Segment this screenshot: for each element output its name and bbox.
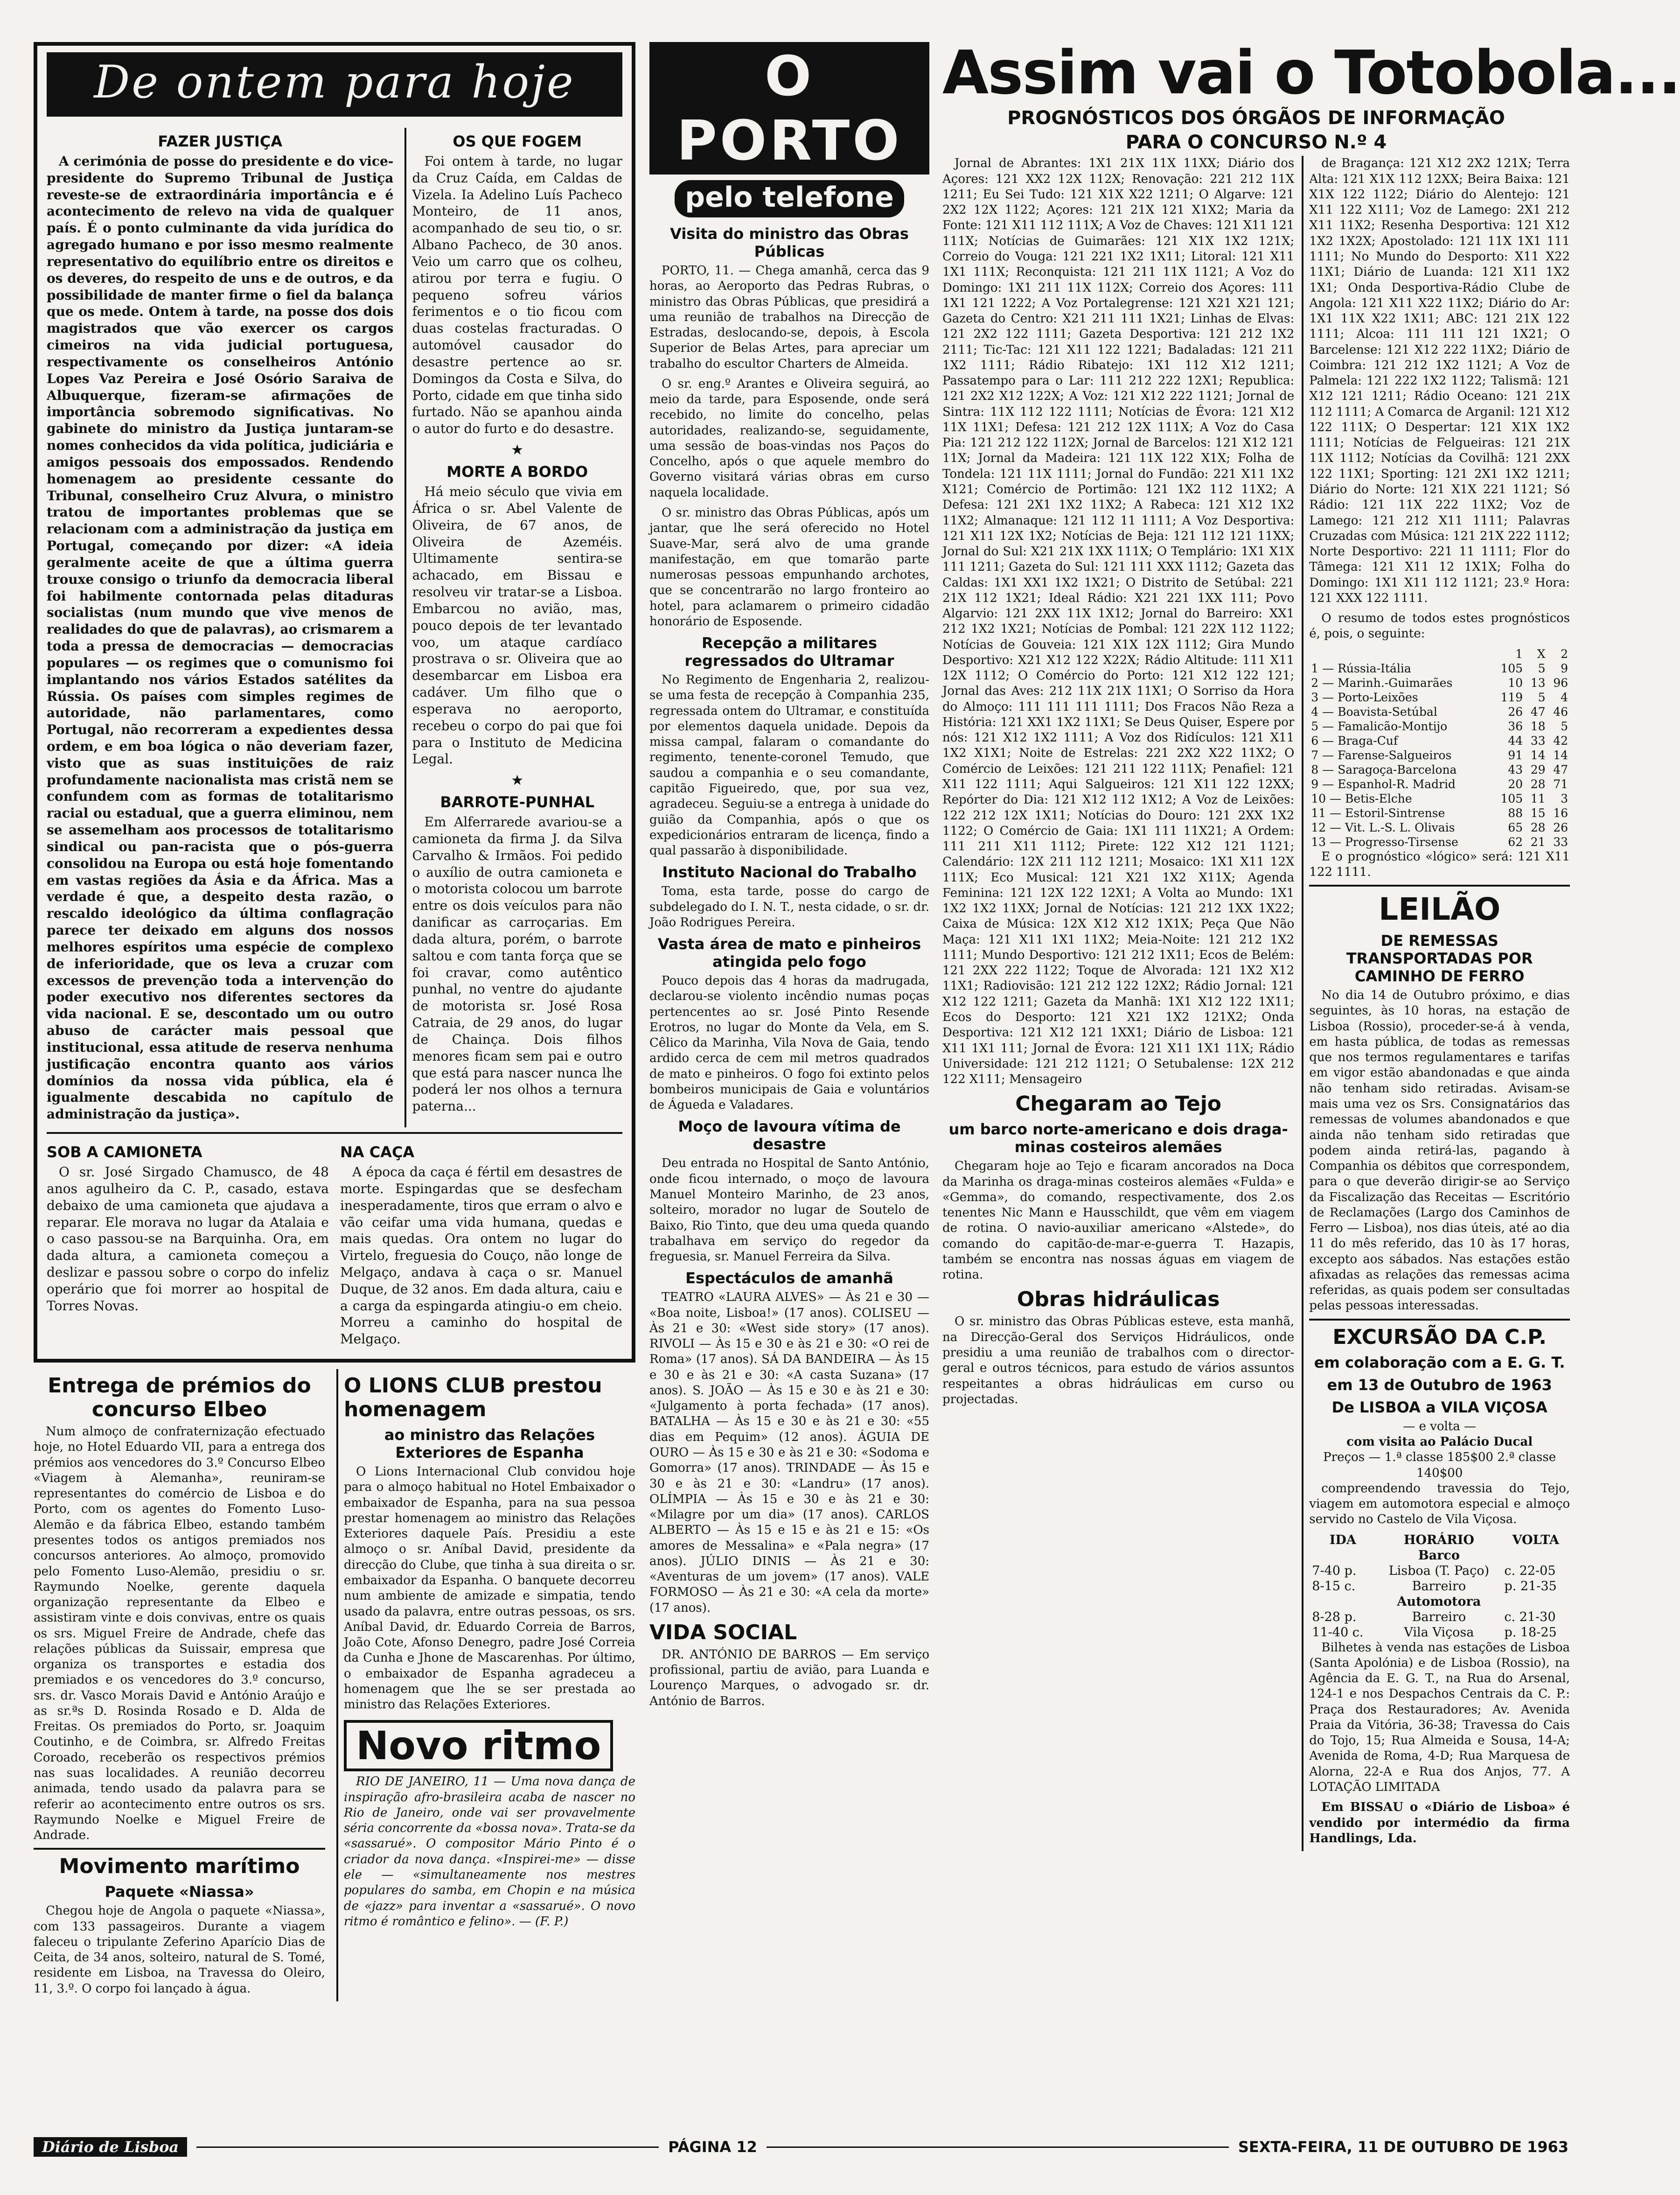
resumo-match: 2 — Marinh.-Guimarães — [1311, 676, 1453, 690]
resumo-match: 12 — Vit. L.-S. L. Olivais — [1311, 820, 1455, 834]
mato-title: Vasta área de mato e pinheiros atingida pelo fogo — [657, 935, 921, 971]
resumo-row — [1309, 705, 1570, 719]
schedule-cell — [1501, 1548, 1570, 1563]
precos-label: Preços — [1323, 1450, 1365, 1465]
excursao-sub-2: em 13 de Outubro de 1963 — [1327, 1376, 1552, 1394]
fogem-body: Foi ontem à tarde, no lugar da Cruz Caída, em Caldas de Vizela. Ia Adelino Luís Pacheco Monteiro, de 11 anos, acompanhado de seu tio, o sr. Albano Pacheco, de 30 anos. Veio um carro que os colheu, atirou por terra e fugiu. O pequeno sofreu vários ferimentos e o tio ficou com duas costelas fracturadas. O automóvel causador do desastre pertence ao sr. Domingos da Costa e Silva, do Porto, cidade em que tinha sido furtado. Não se apanhou ainda o autor do furto e do desastre. — [412, 154, 622, 437]
resumo-count: 119 — [1500, 690, 1523, 704]
footer-rule — [767, 2146, 1229, 2148]
resumo-count: 3 — [1561, 791, 1568, 805]
instituto-title: Instituto Nacional do Trabalho — [662, 863, 917, 881]
resumo-row — [1309, 791, 1570, 806]
resumo-match: 6 — Braga-Cuf — [1311, 734, 1398, 748]
sob-camioneta-article — [47, 1139, 329, 1352]
schedule-cell: Automotora — [1397, 1594, 1481, 1609]
de-ontem-top — [47, 128, 622, 1127]
resumo-count: 96 — [1553, 676, 1568, 690]
vida-social-body: DR. ANTÓNIO DE BARROS — Em serviço profissional, partiu de avião, para Luanda e Lourenço Marques, o advogado sr. dr. António de Barros. — [649, 1647, 929, 1708]
resumo-count: 20 — [1508, 777, 1523, 791]
morte-title: MORTE A BORDO — [446, 463, 588, 481]
schedule-cell — [1309, 1594, 1376, 1609]
movimento-title: Movimento marítimo — [59, 1854, 300, 1879]
resumo-match: 9 — Espanhol-R. Madrid — [1311, 777, 1456, 791]
caca-title: NA CAÇA — [340, 1143, 415, 1161]
resumo-count: 62 — [1508, 835, 1523, 849]
resumo-count: 13 — [1530, 676, 1546, 690]
excursao-body: compreendendo travessia do Tejo, viagem em automotora especial e almoço servido no Castelo de Vila Viçosa. — [1309, 1481, 1570, 1527]
lions-body: O Lions Internacional Club convidou hoje para o almoço habitual no Hotel Embaixador o embaixador de Espanha, para na sua pessoa prestar homenagem ao ministro das Relações Exteriores daquele País. Presidiu a este almoço o sr. Aníbal David, presidente da direcção do Clube, que tinha à sua direita o sr. embaixador da Espanha. O banquete decorreu num ambiente de amizade e simpatia, tendo usado da palavra, entre outras pessoas, os srs. Aníbal David, dr. Eduardo Correia de Barros, João Cote, Afonso Denegro, padre José Correia da Cunha e Jhone de Mascarenhas. Por último, o embaixador de Espanha agradeceu a homenagem que lhe se ser prestada ao ministro das Relações Exteriores. — [344, 1465, 635, 1712]
resumo-count: 91 — [1508, 748, 1523, 762]
schedule-cell: c. 21-30 — [1504, 1609, 1556, 1624]
divider — [1309, 885, 1570, 887]
recepcao-body: No Regimento de Engenharia 2, realizou-se uma festa de recepção à Companhia 235, regressada ontem do Ultramar, e constituída por elementos daquela unidade. Depois da missa campal, falaram o comandante do regimento, tenente-coronel Temudo, que saudou a companhia e o seu comandante, capitão Figueiredo, que, por sua vez, agradeceu. Seguiu-se a entrega à unidade do guião da Companhia, após o que os expedicionários entraram de licença, findo a qual passarão à disponibilidade. — [649, 673, 929, 858]
precos-line — [1309, 1450, 1570, 1481]
resumo-count: 5 — [1538, 690, 1546, 704]
resumo-match: 8 — Saragoça-Barcelona — [1311, 762, 1457, 776]
caca-body: A época da caça é fértil em desastres de morte. Espingardas que se desfecham inesperadamente, tiros que erram o alvo e vão ceifar uma vida humana, quedas e mais quedas. Ora ontem no lugar do Virtelo, freguesia do Couço, não longe de Melgaço, andava à caça o sr. Manuel Duque, de 32 anos. Em dada altura, caiu e a carga da espingarda atingiu-o em cheio. Morreu a caminho do hospital de Melgaço. — [340, 1164, 622, 1347]
sob-body: O sr. José Sirgado Chamusco, de 48 anos agulheiro da C. P., casado, estava debaixo de uma camioneta que ajudava a reparar. Ele morava no lugar da Atalaia e o caso passou-se na Barquinha. Ora, em dada altura, a camioneta começou a deslizar e passou sobre o corpo do infeliz operário que foi morrer ao hospital de Torres Novas. — [47, 1164, 329, 1314]
totobola-right — [1302, 156, 1570, 1851]
espectaculos-title: Espectáculos de amanhã — [685, 1269, 893, 1287]
resumo-table — [1309, 647, 1570, 849]
leilao-title: LEILÃO — [1379, 891, 1501, 928]
o-porto-masthead: O PORTO — [649, 42, 929, 175]
barrote-title: BARROTE-PUNHAL — [440, 793, 595, 811]
preco-2: 2.ª classe 140$00 — [1416, 1450, 1556, 1480]
schedule-row — [1309, 1594, 1570, 1609]
divider — [1309, 1319, 1570, 1321]
de-ontem-box — [34, 42, 635, 1363]
resumo-count: 9 — [1561, 661, 1568, 675]
vida-social-title: VIDA SOCIAL — [649, 1620, 797, 1644]
visita-body-2: O sr. eng.º Arantes e Oliveira seguirá, ao meio da tarde, para Esposende, onde será recebido, no limite do concelho, pelas autoridades, realizando-se, seguidamente, uma sessão de boas-vindas nos Paços do Concelho, após o que aquele membro do Governo visitará várias obras em curso naquela localidade. — [649, 377, 929, 500]
schedule-row — [1309, 1579, 1570, 1594]
resumo-count: 44 — [1508, 734, 1523, 748]
resumo-count: 21 — [1530, 835, 1546, 849]
resumo-count: 28 — [1530, 820, 1546, 834]
schedule-header-cell: IDA — [1329, 1532, 1356, 1547]
tejo-subtitle: um barco norte-americano e dois draga-minas costeiros alemães — [948, 1120, 1288, 1156]
concurso-title: PARA O CONCURSO N.º 4 — [1125, 132, 1387, 154]
resumo-count: 33 — [1553, 835, 1568, 849]
obras-body: O sr. ministro das Obras Públicas esteve, esta manhã, na Direcção-Geral dos Serviços Hidráulicos, onde presidiu a uma reunião de trabalhos com o director-geral e outros técnicos, para estudo de vários assuntos respeitantes a obras hidráulicas em curso ou projectadas. — [942, 1314, 1295, 1406]
resumo-count: 28 — [1530, 777, 1546, 791]
resumo-match: 11 — Estoril-Sintrense — [1311, 806, 1445, 820]
resumo-header-cell: 1 — [1515, 647, 1523, 661]
schedule-row — [1309, 1625, 1570, 1640]
column-right — [942, 38, 1680, 2128]
resumo-header-cell: 2 — [1561, 647, 1568, 661]
schedule-cell: 8-15 c. — [1312, 1579, 1356, 1594]
c1-lower-right — [336, 1369, 635, 2001]
instituto-body: Toma, esta tarde, posse do cargo de subdelegado do I. N. T., nesta cidade, o sr. dr. João Rodrigues Pereira. — [649, 884, 929, 930]
totobola-body — [942, 156, 1570, 1851]
fogem-title: OS QUE FOGEM — [453, 133, 582, 150]
resumo-match: 3 — Porto-Leixões — [1311, 690, 1418, 704]
resumo-header-row — [1309, 647, 1570, 661]
resumo-count: 14 — [1553, 748, 1568, 762]
schedule-cell: Barreiro — [1412, 1609, 1466, 1624]
c1-lower — [34, 1369, 635, 2001]
resumo-match: 5 — Famalicão-Montijo — [1311, 719, 1448, 733]
resumo-count: 42 — [1553, 734, 1568, 748]
side-briefs — [404, 128, 622, 1127]
resumo-count: 4 — [1561, 690, 1568, 704]
schedule-header-cell: HORÁRIO — [1403, 1532, 1474, 1547]
resumo-row — [1309, 762, 1570, 777]
resumo-count: 43 — [1508, 762, 1523, 776]
obras-title: Obras hidráulicas — [1017, 1287, 1220, 1312]
resumo-count: 18 — [1530, 719, 1546, 733]
resumo-count: 16 — [1553, 806, 1568, 820]
resumo-count: 71 — [1553, 777, 1568, 791]
schedule-cell: c. 22-05 — [1504, 1563, 1556, 1578]
resumo-count: 36 — [1508, 719, 1523, 733]
resumo-count: 5 — [1561, 719, 1568, 733]
resumo-count: 29 — [1530, 762, 1546, 776]
resumo-match: 1 — Rússia-Itália — [1311, 661, 1411, 675]
schedule-cell: p. 21-35 — [1504, 1579, 1557, 1594]
schedule-cell: 7-40 p. — [1312, 1563, 1357, 1578]
prognosticos-text-b: de Bragança: 121 X12 2X2 121X; Terra Alta: 121 X1X 112 12XX; Beira Baixa: 121 X1X 122 1122; Diário do Alentejo: 121 X11 122 X111; Voz de Lamego: 2X1 212 X11 11X2; Resenha Desportiva: 121 X12 1X2 1X2X; Apostolado: 121 11X 1X1 111 1111; No Mundo do Desporto: X11 X22 11X1; Diário de Luanda: 121 X11 1X2 1X1; Onda Desportiva-Rádio Clube de Angola: 121 X11 X22 11X2; Diário do Ar: 1X1 11X X22 1X11; ABC: 121 21X 122 1111; Alcoa: 111 111 121 1X21; O Barcelense: 121 X12 222 11X2; Diário de Coimbra: 121 212 1X2 1121; A Voz de Palmela: 121 222 1X2 1122; Talismã: 121 X12 121 1211; Rádio Oceano: 121 21X 112 1111; A Comarca de Arganil: 121 X12 122 111X; O Despertar: 121 X1X 1X2 1111; Notícias de Felgueiras: 121 21X 11X 1112; Notícias da Covilhã: 121 2XX 122 11X1; Sporting: 121 2X1 1X2 1211; Diário do Norte: 121 X1X 221 1121; Só Rádio: 121 11X 222 11X2; Voz de Lamego: 121 212 X11 1111; Palavras Cruzadas com Música: 121 21X 222 1112; Norte Desportivo: 221 11 1111; Flor do Tâmega: 121 X11 12 1X1X; Folha do Domingo: 1X1 X11 112 1121; 23.º Hora: 121 XXX 122 1111. — [1309, 156, 1570, 605]
resumo-count: 105 — [1500, 661, 1523, 675]
page-date: SEXTA-FEIRA, 11 DE OUTUBRO DE 1963 — [1238, 2138, 1568, 2156]
bilhetes: Bilhetes à venda nas estações de Lisboa (Santa Apolónia) e de Lisboa (Rossio), na Agência da E. G. T., na Rua do Arsenal, 124-1 e nos Despachos Centrais da C. P.: Praça dos Restauradores; Av. Avenida Praia da Vitória, 36-38; Travessa do Cais do Tojo, 15; Rua Almeida e Sousa, 14-A; Avenida de Roma, 4-D; Rua Marquesa de Alorna, 22-A e Rua dos Anjos, 77. A LOTAÇÃO LIMITADA — [1309, 1640, 1570, 1794]
visita-body-3: O sr. ministro das Obras Públicas, após um jantar, que lhe será oferecido no Hotel Suave-Mar, será alvo de uma grande manifestação, em que tomarão parte numerosas pessoas empunhando archotes, que se concentrarão no largo fronteiro ao hotel, para aclamarem o primeiro cidadão honorário de Esposende. — [649, 505, 929, 629]
resumo-count: 47 — [1530, 705, 1546, 719]
pelo-telefone-badge: pelo telefone — [675, 180, 904, 217]
excursao-visita: com visita ao Palácio Ducal — [1346, 1435, 1533, 1449]
schedule-cell — [1309, 1548, 1376, 1563]
schedule-cell: Barreiro — [1412, 1579, 1466, 1594]
elbeo-body: Num almoço de confraternização efectuado hoje, no Hotel Eduardo VII, para a entrega dos prémios aos vencedores do 3.º Concurso Elbeo «Viagem à Alemanha», reuniram-se representantes do comércio de Lisboa e do Porto, com os agentes do Fomento Luso-Alemão e da fábrica Elbeo, estando também presentes todos os antigos premiados nos concursos anteriores. Ao almoço, promovido pelo Fomento Luso-Alemão, presidiu o sr. Raymundo Noelke, gerente daquela organização representante da Elbeo e assistiram vinte e dois convivas, entre os quais os srs. Miguel Freire de Andrade, chefe das relações públicas da Suissair, empresa que organiza os transportes e estadia dos premiados e os vencedores do 3.º concurso, srs. dr. Vasco Morais David e António Araújo e as sr.ªs D. Rosinda Rosado e D. Alda de Freitas. Os premiados do Porto, sr. Joaquim Coutinho, e de Coimbra, sr. Alfredo Freitas Coroado, receberão os respectivos prémios nas suas localidades. A reunião decorreu animada, tendo usado da palavra para se referir ao acontecimento entre outros os srs. Raymundo Noelke e Miguel Freire de Andrade. — [34, 1425, 325, 1843]
resumo-header-cell: X — [1537, 647, 1546, 661]
bissau: Em BISSAU o «Diário de Lisboa» é vendido por intermédio da firma Handlings, Lda. — [1309, 1800, 1570, 1845]
resumo-match: 10 — Betis-Elche — [1311, 791, 1412, 805]
visita-title: Visita do ministro das Obras Públicas — [670, 225, 909, 260]
na-caca-article — [340, 1139, 622, 1352]
preco-1: — 1.ª classe 185$00 — [1368, 1450, 1493, 1465]
resumo-count: 14 — [1530, 748, 1546, 762]
fazer-justica-body: A cerimónia de posse do presidente e do vice-presidente do Supremo Tribunal de Justiça reveste-se de extraordinária importância e é acontecimento de relevo na vida de qualquer país. É o ponto culminante da vida jurídica do agregado humano e por isso mesmo realmente representativo do equilíbrio entre os direitos e os deveres, do respeito de uns e de outros, e da possibilidade de manter firme o fiel da balança que os mede. Ontem à tarde, na posse dos dois magistrados que vão exercer os cargos cimeiros na vida judicial portuguesa, respectivamente os conselheiros António Lopes Vaz Pereira e José Osório Saraiva de Albuquerque, fizeram-se afirmações de importância sobremodo significativas. No gabinete do ministro da Justiça juntaram-se nomes conhecidos da vida política, judiciária e amigos pessoais dos empossados. Rendendo homenagem ao presidente cessante do Tribunal, conselheiro Cruz Alvura, o ministro tratou de importantes problemas que se relacionam com a administração da justiça em Portugal, começando por dizer: «A ideia geralmente aceite de que a última guerra trouxe consigo o triunfo da democracia liberal foi habilmente contornada pelas ditaduras socialistas (num mundo que vive menos de realidades do que de palavras), ao crismarem a toda a pressa de democracias — democracias populares — os regimes que o comunismo foi implantando nos vários Estados satélites da Rússia. Os países com simples regimes de autoridade, não parlamentares, como Portugal, não recorreram a expedientes dessa ordem, e em boa lógica o não deveriam fazer, visto que as suas instituições de raiz profundamente nacionalista mas cristã nem se confundem com as formas de totalitarismo racial ou estadual, que a guerra eliminou, nem se assemelham aos processos de totalitarismo sindical ou pan-racista que o pós-guerra consolidou na Europa ou está hoje fomentando em vastas regiões da Ásia e da África. Mas a verdade é que, a despeito desta razão, o rescaldo ideológico da última conflagração parece ter deixado em alguns dos nossos melhores espíritos uma espécie de complexo de inferioridade, que os leva a cruzar com excessos de prevenção toda a intervenção do poder executivo nos diferentes sectores da vida nacional. E se, descontado um ou outro abuso de carácter mais pessoal que institucional, essa atitude de reserva nenhuma justificação encontra quanto aos vários domínios da nossa vida pública, ela é igualmente descabida no capítulo de administração da justiça». — [47, 154, 394, 1122]
schedule-cell: 11-40 c. — [1312, 1625, 1364, 1640]
totobola-left — [942, 156, 1294, 1851]
column-middle — [649, 42, 929, 2128]
schedule-cell: Barco — [1418, 1548, 1460, 1563]
schedule-cell: 8-28 p. — [1312, 1609, 1357, 1624]
resumo-count: 46 — [1553, 705, 1568, 719]
schedule-header-cell: VOLTA — [1512, 1532, 1559, 1547]
excursao-route: De LISBOA a VILA VIÇOSA — [1331, 1398, 1548, 1416]
resumo-count: 11 — [1530, 791, 1546, 805]
movimento-body: Chegou hoje de Angola o paquete «Niassa», com 133 passageiros. Durante a viagem faleceu o tripulante Zeferino Aparício Dias de Ceita, de 34 anos, solteiro, natural de S. Tomé, residente em Lisboa, na Travessa do Oleiro, 11, 3.º. O corpo foi lançado à água. — [34, 1904, 325, 1996]
schedule-cell: p. 18-25 — [1504, 1625, 1557, 1640]
schedule-row — [1309, 1563, 1570, 1579]
resumo-row — [1309, 777, 1570, 791]
resumo-header-blank — [1309, 647, 1493, 661]
sob-title: SOB A CAMIONETA — [47, 1143, 202, 1161]
fazer-justica-article — [47, 128, 393, 1127]
resumo-count: 47 — [1553, 762, 1568, 776]
barrote-body: Em Alferrarede avariou-se a camioneta da firma J. da Silva Carvalho & Irmãos. Foi pedido o auxílio de outra camioneta e o motorista colocou um barrote entre os dois veículos para não danificar as carroçarias. Em dada altura, porém, o barrote saltou e com tanta força que se foi cravar, como autêntico punhal, no ventre do ajudante de motorista sr. José Rosa Catraia, de 29 anos, do lugar de Chainça. Dois filhos menores ficam sem pai e outro que está para nascer nunca lhe poderá ler nos olhos a ternura paterna... — [412, 814, 622, 1114]
resumo-count: 105 — [1500, 791, 1523, 805]
espectaculos-body: TEATRO «LAURA ALVES» — Às 21 e 30 — «Boa noite, Lisboa!» (17 anos). COLISEU — Às 21 e 30: «West side story» (17 anos). RIVOLI — Às 15 e 30 e às 21 e 30: «O rei de Roma» (17 anos). SÁ DA BANDEIRA — Às 15 e 30 e às 21 e 30: «A casta Suzana» (17 anos). S. JOÃO — Às 15 e 30 e às 21 e 30: «Julgamento à porta fechada» (17 anos). BATALHA — Às 15 e 30 e às 21 e 30: «55 dias em Pequim» (12 anos). ÁGUIA DE OURO — Às 15 e 30 e às 21 e 30: «Sodoma e Gomorra» (17 anos). TRINDADE — Às 15 e 30 e às 21 e 30: «Landru» (17 anos). OLÍMPIA — Às 15 e 30 e às 21 e 30: «Milagre por um dia» (17 anos). CARLOS ALBERTO — Às 15 e 15 e às 21 e 15: «Os amores de Messalina» e «Pala negra» (17 anos). JÚLIO DINIS — Às 21 e 30: «Aventuras de um jovem» (17 anos). VALE FORMOSO — Às 21 e 30: «A cela da morte» (17 anos). — [649, 1290, 929, 1615]
schedule-cell: Vila Viçosa — [1404, 1625, 1474, 1640]
resumo-count: 5 — [1538, 661, 1546, 675]
resumo-count: 10 — [1508, 676, 1523, 690]
divider — [34, 1848, 325, 1850]
novo-ritmo-body: RIO DE JANEIRO, 11 — Uma nova dança de inspiração afro-brasileira acaba de nascer no Rio de Janeiro, onde vai ser provavelmente séria concorrente da «bossa nova». Trata-se da «sassarué». O compositor Mário Pinto é o criador da nova dança. «Inspirei-me» — disse ele — «simultaneamente nos mestres populares do samba, em Chopin e na música de «jazz» para inventar a «sassarué». O novo ritmo é romântico e felino». — (F. P.) — [344, 1775, 635, 1929]
resumo-row — [1309, 734, 1570, 748]
c1-lower-left — [34, 1369, 325, 2001]
schedule-row — [1309, 1548, 1570, 1563]
resumo-match: 4 — Boavista-Setúbal — [1311, 705, 1437, 719]
resumo-intro: O resumo de todos estes prognósticos é, pois, o seguinte: — [1309, 611, 1570, 641]
divider — [47, 1132, 622, 1134]
resumo-row — [1309, 676, 1570, 690]
resumo-match: 13 — Progresso-Tirsense — [1311, 835, 1458, 849]
lions-title: O LIONS CLUB prestou homenagem — [344, 1374, 602, 1422]
page-footer — [34, 2137, 1568, 2157]
prognosticos-title: PROGNÓSTICOS DOS ÓRGÃOS DE INFORMAÇÃO — [1007, 107, 1505, 129]
moco-body: Deu entrada no Hospital de Santo António, onde ficou internado, o moço de lavoura Manuel Monteiro Marinho, de 23 anos, solteiro, morador no lugar de Soutelo de Baixo, Rio Tinto, que deu uma queda quando trabalhava em serviço do regedor da freguesia, sr. Manuel Ferreira da Silva. — [649, 1156, 929, 1264]
schedule-cell — [1501, 1594, 1570, 1609]
page-number: PÁGINA 12 — [668, 2138, 757, 2156]
morte-body: Há meio século que vivia em África o sr. Abel Valente de Oliveira, de 67 anos, de Oliveira de Azeméis. Ultimamente sentira-se achacado, em Bissau e resolveu vir tratar-se a Lisboa. Embarcou no avião, mas, pouco depois de ter levantado voo, um ataque cardíaco prostrava o sr. Oliveira que ao desembarcar em Lisboa era cadáver. Um filho que o esperava no aeroporto, recebeu o corpo do pai que foi para o Instituto de Medicina Legal. — [412, 484, 622, 767]
schedule-row — [1309, 1609, 1570, 1625]
resumo-row — [1309, 690, 1570, 705]
footer-rule — [196, 2146, 659, 2148]
tejo-title: Chegaram ao Tejo — [1015, 1092, 1222, 1116]
recepcao-title: Recepção a militares regressados do Ultramar — [684, 634, 894, 670]
resumo-row — [1309, 820, 1570, 835]
resumo-count: 26 — [1553, 820, 1568, 834]
resumo-count: 33 — [1530, 734, 1546, 748]
diario-flag: Diário de Lisboa — [34, 2137, 187, 2157]
resumo-row — [1309, 748, 1570, 762]
column-left — [34, 42, 635, 2128]
excursao-sub-1: em colaboração com a E. G. T. — [1314, 1353, 1565, 1371]
resumo-count: 88 — [1508, 806, 1523, 820]
leilao-subtitle: DE REMESSAS TRANSPORTADAS POR CAMINHO DE FERRO — [1346, 932, 1533, 986]
resumo-row — [1309, 835, 1570, 849]
mato-body: Pouco depois das 4 horas da madrugada, declarou-se violento incêndio numas poças pertencentes ao sr. José Pinto Resende Erotros, no lugar do Monte da Vela, em S. Cêlico da Marinha, Vila Nova de Gaia, tendo ardido cerca de cem mil metros quadrados de mato e pinheiros. O fogo foi extinto pelos bombeiros municipais de Gaia e voluntários de Águeda e Valadares. — [649, 974, 929, 1112]
movimento-subtitle: Paquete «Niassa» — [105, 1883, 254, 1901]
schedule-table — [1309, 1532, 1570, 1640]
moco-title: Moço de lavoura vítima de desastre — [678, 1118, 901, 1153]
star-divider: ★ — [511, 442, 524, 459]
resumo-match: 7 — Farense-Salgueiros — [1311, 748, 1452, 762]
visita-body-1: PORTO, 11. — Chega amanhã, cerca das 9 horas, ao Aeroporto das Pedras Rubras, o ministro das Obras Públicas, que presidirá a uma reunião de trabalhos na Direcção de Estradas, deslocando-se, depois, à Escola Superior de Belas Artes, para apreciar um trabalho do escultor Charters de Almeida. — [649, 264, 929, 371]
totobola-headline: Assim vai o Totobola... — [942, 38, 1680, 108]
resumo-count: 65 — [1508, 820, 1523, 834]
de-ontem-bottom — [47, 1139, 622, 1352]
resumo-count: 26 — [1508, 705, 1523, 719]
lions-subtitle: ao ministro das Relações Exteriores de Espanha — [384, 1426, 595, 1462]
tejo-body: Chegaram hoje ao Tejo e ficaram ancorados na Doca da Marinha os draga-minas costeiros alemães «Fulda» e «Gemma», do comando, respectivamente, dos 2.os tenentes Nic Mann e Hausschildt, que vêm em viagem de rotina. O navio-auxiliar americano «Alstede», do comando do capitão-de-mar-e-guerra T. Hazapis, também se encontra nas nossas águas em viagem de rotina. — [942, 1159, 1295, 1282]
schedule-header-row — [1309, 1532, 1570, 1548]
fazer-justica-title: FAZER JUSTIÇA — [158, 133, 283, 150]
excursao-title: EXCURSÃO DA C.P. — [1332, 1325, 1547, 1349]
prognosticos-text-a: Jornal de Abrantes: 1X1 21X 11X 11XX; Diário dos Açores: 121 XX2 12X 112X; Renovação: 221 212 11X 1211; Eu Sei Tudo: 121 X1X X22 1211; O Algarve: 121 2X2 12X 1122; Açores: 121 21X 121 X1X2; Maria da Fonte: 121 X11 112 111X; A Voz de Chaves: 121 X11 121 111X; Notícias de Guimarães: 121 X1X 1X2 121X; Correio do Vouga: 121 221 1X2 1X11; Litoral: 121 X11 1X1 111X; Reconquista: 121 211 11X 1121; A Voz do Domingo: 1X1 211 11X 112X; Correio dos Açores: 111 1X1 121 1222; A Voz Portalegrense: 121 X21 X21 121; Gazeta do Centro: X21 211 111 1X21; Linhas de Elvas: 121 2X2 122 1111; Gazeta Desportiva: 121 212 1X2 2111; Tic-Tac: 121 X11 122 1221; Badaladas: 121 211 1X2 1111; Rádio Ribatejo: 1X1 112 X12 1211; Passatempo para o Lar: 111 212 222 12X1; Republica: 121 2X2 X12 122X; A Voz: 121 X12 222 1121; Jornal de Sintra: 11X 112 122 1111; Notícias de Évora: 121 X12 11X 11X1; Defesa: 121 212 12X 111X; A Voz do Casa Pia: 121 212 122 112X; Jornal de Barcelos: 121 X12 121 11X; Jornal da Madeira: 121 11X 122 X1X; Folha de Tondela: 121 11X 1111; Jornal do Fundão: 221 X11 1X2 X121; Comércio de Portimão: 121 1X2 112 11X2; A Defesa: 121 2X1 1X2 11X2; A Rabeca: 121 X12 1X2 11X2; Almanaque: 121 112 11 1111; A Voz Desportiva: 121 X11 12X 1X2; Notícias de Beja: 121 112 121 11XX; Jornal do Sul: X21 21X 1XX 111X; O Templário: 1X1 X1X 111 1211; Gazeta do Sul: 121 111 XXX 1112; Gazeta das Caldas: 1X1 XX1 1X2 1X21; O Distrito de Setúbal: 221 21X 112 1X21; Ideal Rádio: X21 221 1XX 111; Povo Algarvio: 121 2XX 11X 1X12; Jornal do Barreiro: XX1 212 1X2 1X21; Notícias de Pombal: 121 22X 112 1122; Notícias de Gouveia: 121 X1X 12X 1112; Gira Mundo Desportivo: X21 X12 122 X22X; Rádio Altitude: 111 X11 12X 1112; O Comércio do Porto: 121 X12 122 121; Jornal das Aves: 212 11X 21X 11X1; O Sorriso da Hora do Almoço: 111 111 111 1111; Dos Fracos Não Reza a História: 121 XX1 1X2 11X1; Se Deus Quiser, Espere por nós: 121 X12 1X2 1111; A Voz dos Ridículos: 121 X11 1X2 X1X1; Noite de Estrelas: 221 2X2 X22 11X2; O Comércio de Leixões: 121 211 122 111X; Penafiel: 121 X11 122 1111; Aqui Salgueiros: 121 X11 122 12XX; Repórter do Dia: 121 X12 112 1X12; A Voz de Leixões: 122 212 12X 1X11; Notícias do Douro: 121 2XX 1X2 1122; O Comércio de Gaia: 1X1 111 11X21; A Ordem: 111 211 X11 1112; Pirete: 122 X12 121 1121; Calendário: 12X 211 112 1211; Mosaico: 1X1 X11 12X 111X; Eco Musical: 121 X21 1X2 X11X; Agenda Feminina: 121 12X 122 12X1; A Volta ao Mundo: 1X1 1X2 1X2 11XX; Jornal de Notícias: 121 212 1XX 1X22; Caixa de Música: 12X X12 X12 1X1X; Peça Que Não Maça: 121 X11 1X1 11X2; Meia-Noite: 121 212 1X2 1111; Mundo Desportivo: 121 212 1X11; Ecos de Belém: 121 2XX 222 1122; Toque de Alvorada: 121 1X2 X12 11X1; Radiovisão: 121 212 122 12X2; Rádio Jornal: 121 X12 122 1211; Gazeta da Manhã: 1X1 X12 122 1X11; Ecos do Desporto: 121 X21 1X2 121X2; Onda Desportiva: 121 X12 121 1XX1; Diário de Lisboa: 121 X11 1X1 111; Jornal de Évora: 121 X11 1X1 11X; Rádio Universidade: 121 212 1121; O Setubalense: 12X 212 122 X111; Mensageiro — [942, 156, 1295, 1087]
resumo-row — [1309, 719, 1570, 734]
de-ontem-banner: De ontem para hoje — [47, 52, 622, 117]
prognostico-logico: E o prognóstico «lógico» será: 121 X11 122 1111. — [1309, 849, 1570, 879]
elbeo-title: Entrega de prémios do concurso Elbeo — [48, 1374, 311, 1422]
resumo-count: 15 — [1530, 806, 1546, 820]
schedule-cell: Lisboa (T. Paço) — [1388, 1563, 1490, 1578]
star-divider: ★ — [511, 772, 524, 789]
excursao-volta: — e volta — — [1403, 1419, 1477, 1433]
resumo-row — [1309, 806, 1570, 820]
resumo-row — [1309, 661, 1570, 676]
leilao-body: No dia 14 de Outubro próximo, e dias seguintes, às 10 horas, na estação de Lisboa (Rossio), proceder-se-á à venda, em hasta pública, de todas as remessas que nos termos regulamentares e tarifas em vigor estão abandonadas e que ainda não tenham sido retiradas. Avisam-se mais uma vez os Srs. Consignatários das remessas de volumes abandonados e que ainda não tenham sido retiradas que podem ainda retirá-las, pagando à Companhia os débitos que correspondem, para o que deverão dirigir-se ao Serviço da Fiscalização das Receitas — Escritório de Reclamações (Largo dos Caminhos de Ferro — Lisboa), nos dias úteis, até ao dia 11 do mês referido, das 10 às 17 horas, excepto aos sábados. Nas estações estão afixadas as relações das remessas acima referidas, as quais podem ser consultadas pelas pessoas interessadas. — [1309, 988, 1570, 1313]
novo-ritmo-title: Novo ritmo — [344, 1720, 613, 1771]
